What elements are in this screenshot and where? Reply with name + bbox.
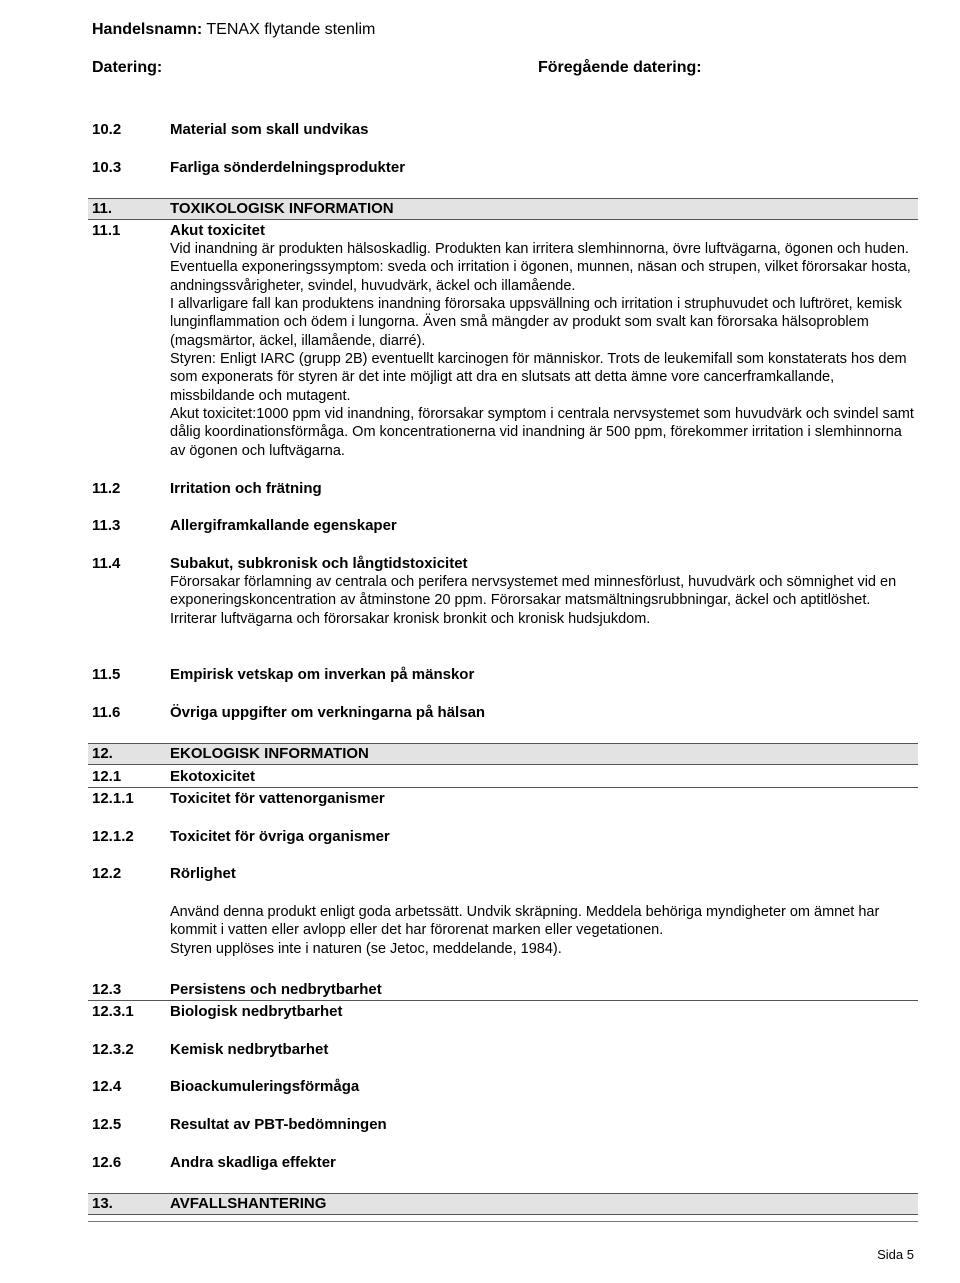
- acute-toxicity-text-3: Styren: Enligt IARC (grupp 2B) eventuellt karcinogen för människor. Trots de leukemifall som konstaterats hos dem som exponerats för styren är det inte möjligt att dra en slutsats att detta ämne vore cancerframkallande, missbildande och mutagent.: [170, 351, 907, 404]
- section-title: TOXIKOLOGISK INFORMATION: [170, 200, 394, 217]
- section-number: 13.: [92, 1195, 113, 1212]
- section-number: 12.5: [92, 1116, 122, 1133]
- section-title: AVFALLSHANTERING: [170, 1195, 327, 1212]
- section-number: 10.2: [92, 121, 122, 138]
- trade-name-label: Handelsnamn:: [92, 21, 203, 38]
- section-title: Persistens och nedbrytbarhet: [170, 981, 382, 998]
- section-title: Bioackumuleringsförmåga: [170, 1078, 360, 1095]
- section-number: 11.4: [92, 555, 121, 572]
- section-number: 12.3.1: [92, 1003, 134, 1020]
- section-number: 11.5: [92, 666, 121, 683]
- section-number: 12.2: [92, 865, 122, 882]
- acute-toxicity-text-4: Akut toxicitet:1000 ppm vid inandning, förorsakar symptom i centrala nervsystemet som huvudvärk och svindel samt dålig koordinationsförmåga. Om koncentrationerna vid inandning är 500 ppm, förekommer irritation i slemhinnorna av ögonen och luftvägarna.: [170, 406, 914, 459]
- section-number: 12.3.2: [92, 1041, 134, 1058]
- section-title: Toxicitet för övriga organismer: [170, 828, 390, 845]
- mobility-text-2: Styren upplöses inte i naturen (se Jetoc, meddelande, 1984).: [170, 941, 562, 957]
- section-number: 12.1: [92, 768, 122, 785]
- section-number: 11.2: [92, 480, 121, 497]
- section-number: 12.1.2: [92, 828, 134, 845]
- section-number: 12.: [92, 745, 113, 762]
- trade-name-line: [92, 20, 375, 40]
- mobility-text-1: Använd denna produkt enligt goda arbetssätt. Undvik skräpning. Meddela behöriga myndigheter om ämnet har kommit i vatten eller avlopp eller det har förorenat marken eller vegetationen.: [170, 904, 880, 939]
- section-13-heading: [88, 1193, 918, 1215]
- section-number: 12.3: [92, 981, 122, 998]
- section-title: Övriga uppgifter om verkningarna på hälsan: [170, 704, 486, 721]
- section-title: Ekotoxicitet: [170, 768, 256, 785]
- section-title: Akut toxicitet: [170, 222, 266, 239]
- section-title: Allergiframkallande egenskaper: [170, 517, 397, 534]
- section-title: Farliga sönderdelningsprodukter: [170, 159, 406, 176]
- section-number: 12.6: [92, 1154, 122, 1171]
- trade-name-value: TENAX flytande stenlim: [206, 21, 376, 38]
- section-title: Resultat av PBT-bedömningen: [170, 1116, 387, 1133]
- section-title: Material som skall undvikas: [170, 121, 369, 138]
- section-number: 12.1.1: [92, 790, 134, 807]
- subacute-toxicity-text: Förorsakar förlamning av centrala och perifera nervsystemet med minnesförlust, huvudvärk och sömnighet vid en exponeringskoncentration av åtminstone 20 ppm. Förorsakar matsmältningsrubbningar, äckel och aptitlöshet. Irriterar luftvägarna och förorsakar kronisk bronkit och kronisk hudsjukdom.: [170, 574, 897, 627]
- section-divider: [88, 1000, 918, 1001]
- section-title: Subakut, subkronisk och långtidstoxicitet: [170, 555, 468, 572]
- date-label: Datering:: [92, 59, 163, 76]
- section-title: Toxicitet för vattenorganismer: [170, 790, 385, 807]
- section-number: 10.3: [92, 159, 122, 176]
- section-title: Empirisk vetskap om inverkan på mänskor: [170, 666, 475, 683]
- acute-toxicity-text-1: Vid inandning är produkten hälsoskadlig. Produkten kan irritera slemhinnorna, övre luftvägarna, ögonen och huden. Eventuella exponeringssymptom: sveda och irritation i ögonen, munnen, näsan och strupen, vilket förorsakar hosta, andningssvårigheter, svindel, huvudvärk, äckel och illamående.: [170, 241, 911, 294]
- section-number: 12.4: [92, 1078, 122, 1095]
- section-11-heading: [88, 198, 918, 220]
- section-title: Irritation och frätning: [170, 480, 322, 497]
- section-number: 11.3: [92, 517, 121, 534]
- previous-date-label: Föregående datering:: [538, 59, 702, 76]
- section-title: EKOLOGISK INFORMATION: [170, 745, 369, 762]
- acute-toxicity-text-2: I allvarligare fall kan produktens inandning förorsaka uppsvällning och irritation i struphuvudet och luftröret, kemisk lunginflammation och ödem i lungorna. Även små mängder av produkt som svalt kan förorsaka hälsoproblem (magsmärtor, äckel, illamående, diarré).: [170, 296, 902, 349]
- page-number: Sida 5: [877, 1247, 914, 1262]
- section-title: Biologisk nedbrytbarhet: [170, 1003, 343, 1020]
- section-title: Kemisk nedbrytbarhet: [170, 1041, 329, 1058]
- section-12-heading: [88, 743, 918, 765]
- section-number: 11.: [92, 200, 113, 217]
- section-divider: [88, 787, 918, 788]
- section-title: Andra skadliga effekter: [170, 1154, 336, 1171]
- footer-divider: [88, 1221, 918, 1222]
- section-title: Rörlighet: [170, 865, 236, 882]
- section-number: 11.6: [92, 704, 121, 721]
- section-number: 11.1: [92, 222, 121, 239]
